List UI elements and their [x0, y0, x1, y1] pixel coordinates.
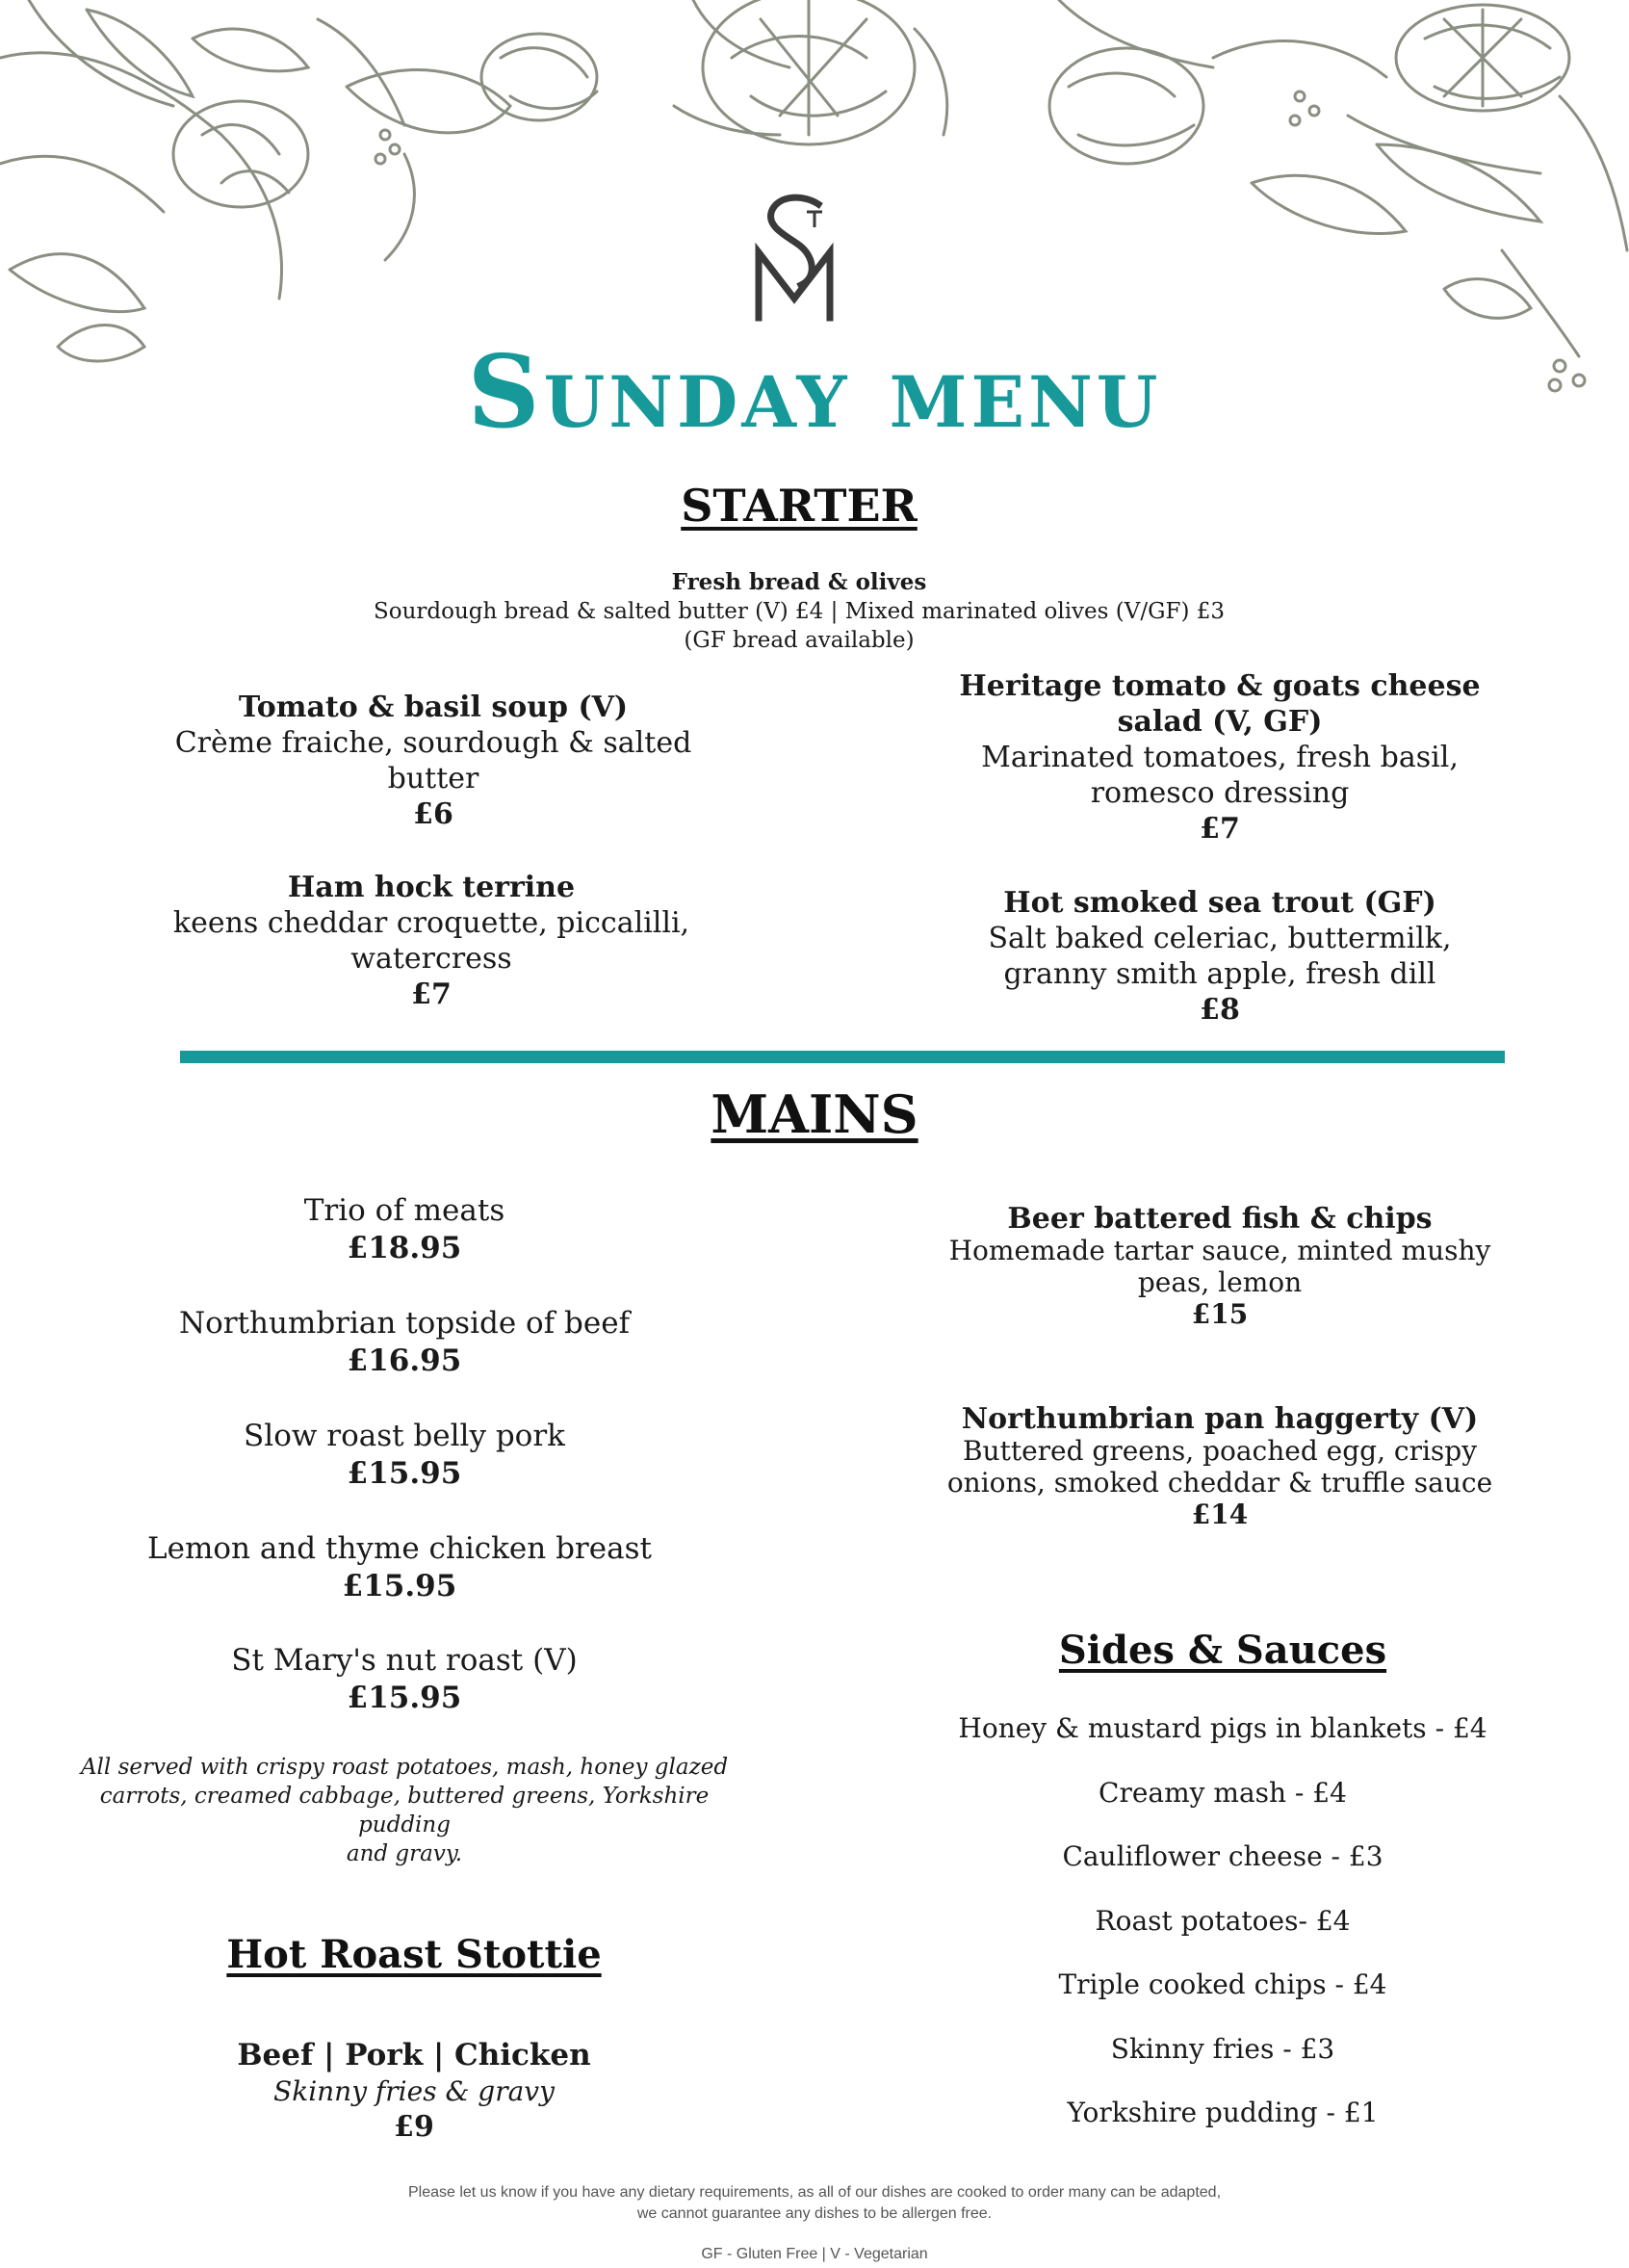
starter-item-soup: [144, 690, 722, 832]
dietary-legend: GF - Gluten Free | V - Vegetarian: [701, 2246, 928, 2262]
item-name: Northumbrian pan haggerty (V): [961, 1402, 1479, 1436]
main-roast-item: [111, 1530, 688, 1605]
mains-heading: MAINS: [711, 1083, 918, 1145]
side-item: Skinny fries - £3: [1110, 2033, 1335, 2065]
menu-title: Sunday menu: [467, 332, 1162, 451]
side-item: Cauliflower cheese - £3: [1062, 1840, 1383, 1872]
item-name: Slow roast belly pork: [244, 1419, 565, 1453]
section-divider: [180, 1051, 1505, 1063]
item-desc: Salt baked celeriac, buttermilk,: [988, 922, 1452, 955]
item-name: St Mary's nut roast (V): [231, 1643, 578, 1678]
side-item: Yorkshire pudding - £1: [1067, 2097, 1379, 2128]
item-price: £6: [413, 797, 453, 831]
side-item: Roast potatoes- £4: [1095, 1905, 1351, 1937]
item-name: Lemon and thyme chicken breast: [147, 1531, 652, 1566]
main-item-pan-haggerty: [931, 1403, 1509, 1530]
disclaimer-line: we cannot guarantee any dishes to be allergen free.: [636, 2205, 993, 2222]
item-price: £18.95: [347, 1231, 462, 1265]
item-desc: Buttered greens, poached egg, crispy: [962, 1435, 1478, 1467]
sides-heading: Sides & Sauces: [1058, 1628, 1387, 1673]
main-item-fish-chips: [931, 1203, 1509, 1330]
side-item: Honey & mustard pigs in blankets - £4: [958, 1712, 1487, 1744]
item-price: £15.95: [342, 1569, 457, 1603]
item-desc: Marinated tomatoes, fresh basil,: [981, 741, 1459, 774]
starter-heading: STARTER: [681, 480, 918, 532]
starter-item-ham-hock: [142, 870, 720, 1012]
bread-olives-desc: Sourdough bread & salted butter (V) £4 | Mixed marinated olives (V/GF) £3: [373, 599, 1225, 624]
item-name: Heritage tomato & goats cheese: [959, 669, 1481, 703]
stottie-item: [125, 2038, 703, 2145]
dietary-disclaimer: [0, 2182, 1629, 2225]
item-name: salad (V, GF): [1117, 705, 1323, 739]
stottie-price: £9: [394, 2110, 434, 2144]
main-roast-item: [116, 1192, 693, 1267]
item-name: Hot smoked sea trout (GF): [1003, 886, 1436, 920]
served-with-note: [67, 1753, 741, 1868]
logo-monogram: [751, 193, 838, 323]
main-roast-item: [116, 1305, 693, 1380]
note-line: and gravy.: [346, 1841, 463, 1866]
main-roast-item: [116, 1642, 693, 1717]
item-name: Beer battered fish & chips: [1007, 1202, 1433, 1236]
bread-olives-name: Fresh bread & olives: [671, 569, 927, 595]
item-price: £14: [1191, 1499, 1249, 1530]
bread-olives-block: [0, 568, 1598, 655]
stottie-options: Beef | Pork | Chicken: [237, 2038, 591, 2072]
item-name: Northumbrian topside of beef: [178, 1306, 631, 1341]
item-price: £15: [1191, 1298, 1249, 1330]
starter-item-tomato-salad: [931, 668, 1509, 847]
disclaimer-line: Please let us know if you have any dietary requirements, as all of our dishes are cooked to order many can be adapted,: [407, 2184, 1222, 2201]
item-desc: butter: [387, 762, 479, 795]
item-desc: watercress: [350, 942, 512, 976]
item-desc: Homemade tartar sauce, minted mushy: [948, 1235, 1491, 1266]
note-line: carrots, creamed cabbage, buttered greens, Yorkshire pudding: [99, 1784, 710, 1838]
item-price: £8: [1200, 993, 1240, 1027]
side-item: Triple cooked chips - £4: [1058, 1968, 1387, 2000]
bread-olives-note: (GF bread available): [684, 628, 915, 653]
item-price: £15.95: [347, 1456, 462, 1491]
stottie-desc: Skinny fries & gravy: [273, 2075, 555, 2107]
item-price: £7: [1200, 812, 1240, 846]
item-desc: keens cheddar croquette, piccalilli,: [172, 906, 690, 940]
stottie-heading: Hot Roast Stottie: [226, 1932, 602, 1977]
note-line: All served with crispy roast potatoes, mash, honey glazed: [80, 1755, 729, 1780]
starter-item-sea-trout: [931, 885, 1509, 1028]
item-desc: onions, smoked cheddar & truffle sauce: [946, 1467, 1493, 1499]
item-name: Ham hock terrine: [287, 871, 576, 904]
item-price: £15.95: [347, 1681, 462, 1715]
main-roast-item: [116, 1418, 693, 1493]
item-desc: romesco dressing: [1090, 776, 1350, 810]
item-price: £16.95: [347, 1343, 462, 1378]
item-name: Trio of meats: [303, 1193, 505, 1228]
item-desc: granny smith apple, fresh dill: [1003, 957, 1436, 991]
side-item: Creamy mash - £4: [1099, 1777, 1347, 1809]
item-desc: peas, lemon: [1137, 1266, 1303, 1298]
item-desc: Crème fraiche, sourdough & salted: [174, 726, 692, 760]
item-name: Tomato & basil soup (V): [238, 691, 629, 724]
item-price: £7: [411, 978, 452, 1011]
